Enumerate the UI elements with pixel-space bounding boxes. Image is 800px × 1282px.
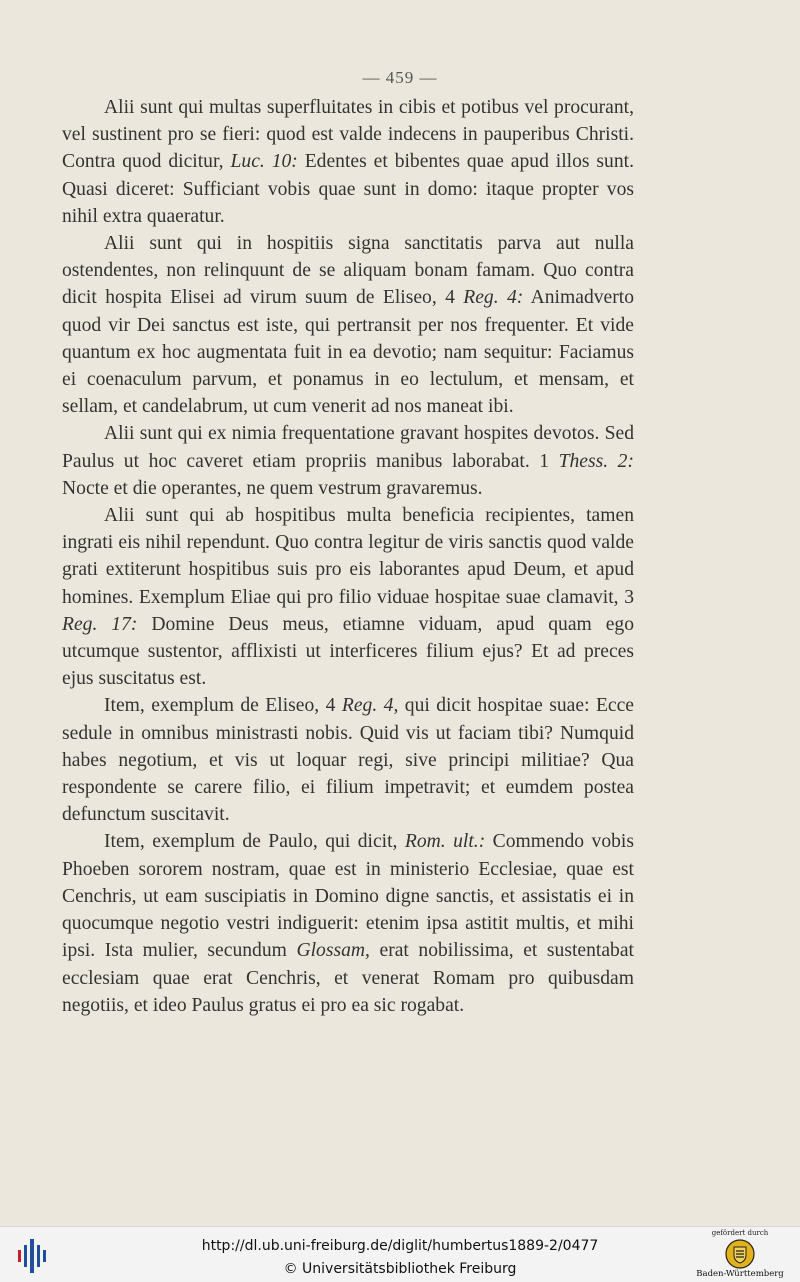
- text-run: Alii sunt qui ex nimia frequentatione gravant hospites devotos. Sed Paulus ut hoc caveret etiam propriis manibus laborabat. 1: [62, 423, 634, 472]
- citation: Reg. 17:: [62, 613, 138, 635]
- baden-wuerttemberg-seal-icon: [725, 1239, 755, 1269]
- viewer-footer: [0, 1226, 800, 1282]
- citation: Reg. 4,: [341, 695, 399, 717]
- funder-badge: [690, 1229, 790, 1282]
- text-run: erat nobilissima, et sustentabat ecclesiam quae erat Cenchris, et venerat Romam pro quibusdam negotiis, et ideo Paulus gratus ei pro ea sic rogabat.: [62, 940, 634, 1016]
- text-run: Domine Deus meus, etiamne viduam, apud quam ego utcumque sustentor, afflixisti ut interficeres filium ejus? Et ad preces ejus suscitatus est.: [62, 613, 634, 690]
- funder-name: Baden-Württemberg: [696, 1269, 784, 1279]
- paragraph: [62, 94, 634, 230]
- body-text: [62, 94, 634, 1019]
- paragraph: [62, 828, 634, 1018]
- text-run: Edentes et bibentes quae apud illos sunt. Quasi diceret: Sufficiant vobis quae sunt in domo: itaque propter vos nihil extra quaeratur.: [62, 151, 634, 227]
- text-run: Nocte et die operantes, ne quem vestrum gravaremus.: [62, 477, 483, 499]
- text-run: Commendo vobis Phoeben sororem nostram, quae est in ministerio Ecclesiae, quae est Cenchris, ut eam suscipiatis in Domino digne sanctis, et assistatis ei in quocumque negotio vestri indiguerit: etenim ipsa astitit multis, et mihi ipsi. Ista mulier, secundum: [62, 831, 634, 962]
- page-number: — 459 —: [362, 68, 438, 87]
- citation: Rom. ult.:: [404, 831, 486, 853]
- paragraph: [62, 502, 634, 692]
- text-run: Alii sunt qui multas superfluitates in cibis et potibus vel procurant, vel sustinent pro se fieri: quod est valde indecens in pauperibus Christi. Contra quod dicitur,: [62, 97, 634, 173]
- paragraph: [62, 420, 634, 502]
- paragraph: [62, 692, 634, 828]
- text-run: Item, exemplum de Eliseo, 4: [104, 695, 342, 717]
- text-run: Alii sunt qui ab hospitibus multa beneficia recipientes, tamen ingrati eis nihil rependunt. Quo contra legitur de viris sanctis quod valde grati extiterunt hospitibus suis pro eis laborantes apud Deum, et apud homines. Exemplum Eliae qui pro filio viduae hospitae suae clamavit, 3: [62, 505, 634, 608]
- text-run: Animadverto quod vir Dei sanctus est iste, qui pertransit per nos frequenter. Et vide quantum ex hoc augmentata fuit in ea devotio; nam sequitur: Faciamus ei coenaculum parvum, et ponamus in eo lectulum, et mensam, et sellam, et candelabrum, ut cum venerit ad nos maneat ibi.: [62, 287, 634, 418]
- text-run: Alii sunt qui in hospitiis signa sanctitatis parva aut nulla ostendentes, non relinquunt de se aliquam bonam famam. Quo contra dicit hospita Elisei ad virum suum de Eliseo, 4: [62, 233, 634, 309]
- citation: Luc. 10:: [230, 151, 298, 173]
- citation: Glossam,: [296, 940, 370, 962]
- text-run: Item, exemplum de Paulo, qui dicit,: [104, 831, 405, 853]
- funder-caption: gefördert durch: [711, 1229, 769, 1237]
- copyright-notice: © Universitätsbibliothek Freiburg: [283, 1261, 517, 1277]
- citation: Thess. 2:: [558, 450, 635, 472]
- text-run: qui dicit hospitae suae: Ecce sedule in omnibus ministrasti nobis. Quid vis ut faciam tibi? Numquid habes negotium, et vis ut loquar regi, sive principi militiae? Qua respondente se carere filio, ei filium impetravit; et eumdem postea defunctum suscitavit.: [62, 695, 635, 826]
- citation: Reg. 4:: [463, 287, 524, 309]
- paragraph: [62, 230, 634, 420]
- source-url-link[interactable]: http://dl.ub.uni-freiburg.de/diglit/humbertus1889-2/0477: [201, 1238, 599, 1254]
